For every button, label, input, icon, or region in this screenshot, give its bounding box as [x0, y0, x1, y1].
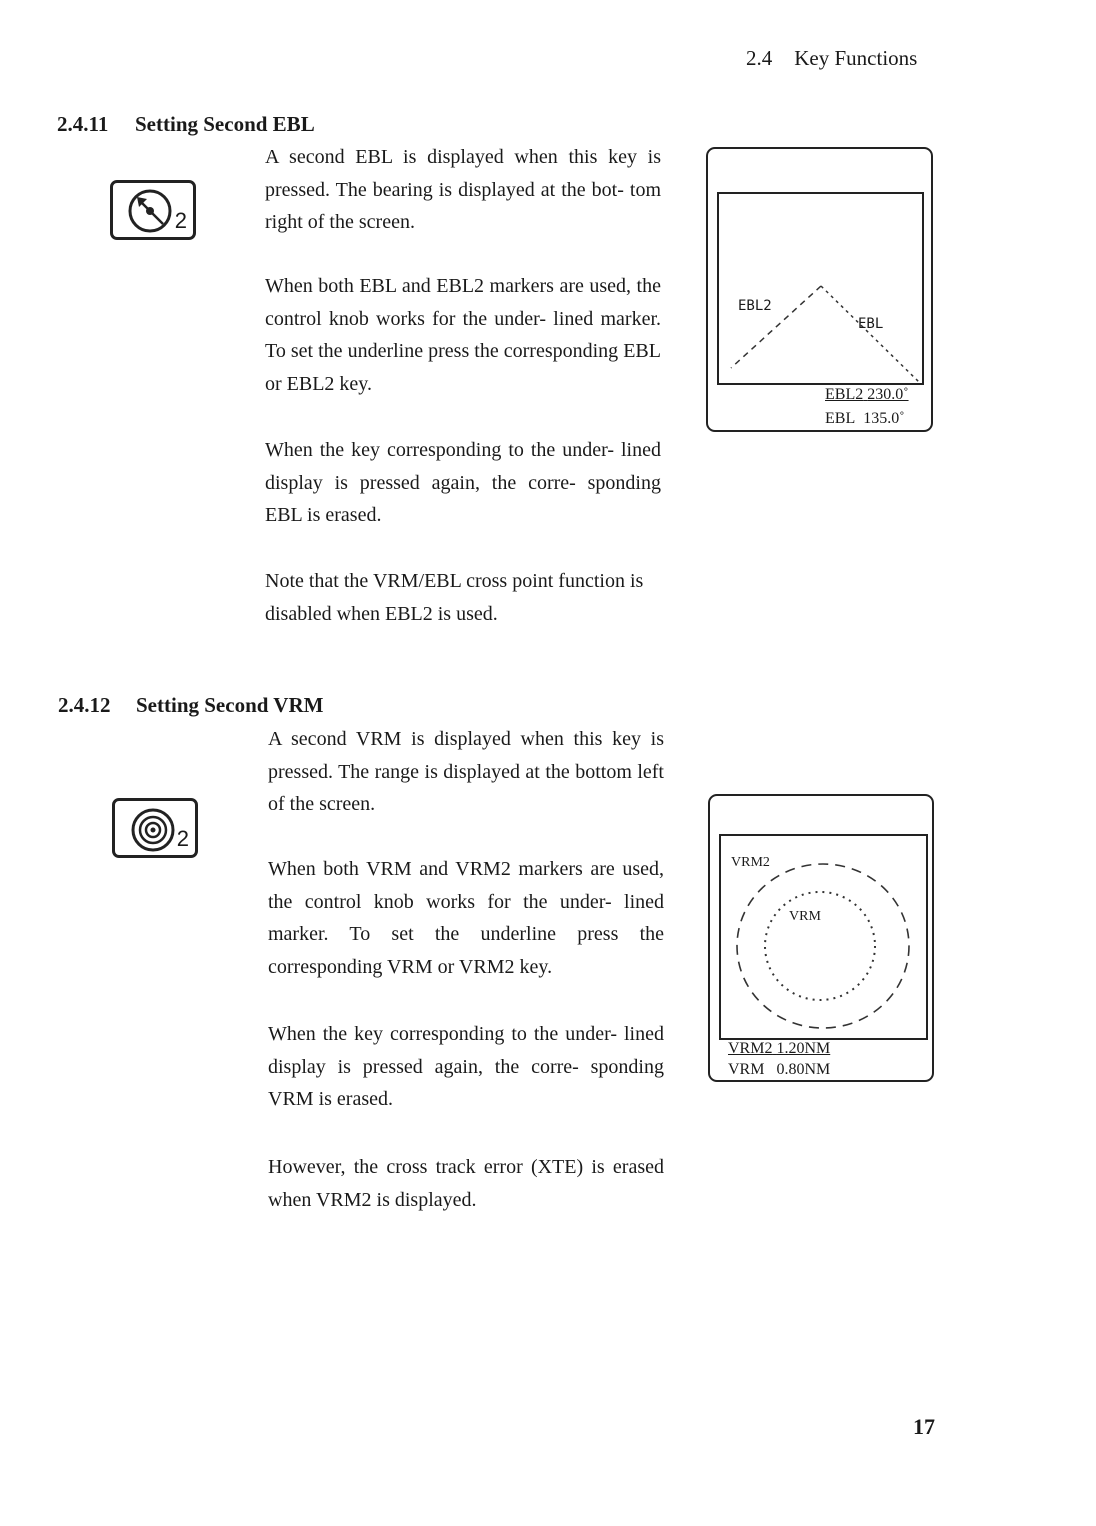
radar-screen: [717, 192, 924, 385]
readout-label: EBL2: [825, 386, 864, 403]
paragraph: When both EBL and EBL2 markers are used, the control knob works for the under- lined marker. To set the underline press the corresponding EBL or EBL2 key.: [265, 275, 661, 395]
ebl-readout: [825, 410, 905, 428]
readout-value: 0.80NM: [776, 1061, 831, 1078]
section-title: Setting Second VRM: [136, 693, 324, 717]
paragraph: When both VRM and VRM2 markers are used, the control knob works for the under- lined marker. To set the underline press the corresponding VRM or VRM2 key.: [268, 858, 664, 978]
section-number: 2.4.11: [57, 112, 109, 136]
ebl2-readout: [825, 386, 909, 404]
readout-value: 1.20NM: [776, 1040, 831, 1057]
radar-screen: [719, 834, 928, 1040]
paragraph: When the key corresponding to the under- lined display is pressed again, the corre- sponding VRM is erased.: [268, 1023, 664, 1110]
section-heading-ebl2: [57, 112, 315, 137]
page-number: 17: [913, 1414, 935, 1439]
paragraph: Note that the VRM/EBL cross point function is disabled when EBL2 is used.: [265, 570, 644, 625]
running-header: [746, 46, 917, 71]
paragraph: However, the cross track error (XTE) is erased when VRM2 is displayed.: [268, 1156, 664, 1211]
ebl2-label: EBL2: [738, 298, 772, 314]
vrm2-readout: [728, 1040, 830, 1058]
key-number: 2: [176, 826, 189, 851]
ebl2-key-icon: [110, 180, 196, 240]
ebl-lines: [719, 194, 922, 383]
paragraph: A second EBL is displayed when this key is pressed. The bearing is displayed at the bot- tom right of the screen.: [265, 146, 661, 233]
header-section-number: 2.4: [746, 46, 773, 70]
vrm-label: VRM: [789, 909, 821, 924]
key-number: 2: [174, 208, 187, 233]
ebl-display-diagram: [706, 147, 933, 432]
vrm2-label: VRM2: [731, 855, 770, 870]
readout-value: 230.0˚: [867, 386, 909, 403]
header-title: Key Functions: [794, 46, 918, 70]
readout-value: 135.0˚: [863, 410, 905, 427]
section-heading-vrm2: [58, 693, 323, 718]
ebl-label: EBL: [858, 316, 884, 332]
vrm-display-diagram: [708, 794, 934, 1082]
readout-label: VRM2: [728, 1040, 773, 1057]
vrm2-key-icon: [112, 798, 198, 858]
paragraph: When the key corresponding to the under- lined display is pressed again, the corre- sponding EBL is erased.: [265, 439, 661, 526]
section-title: Setting Second EBL: [135, 112, 315, 136]
readout-label: VRM: [728, 1061, 765, 1078]
section-number: 2.4.12: [58, 693, 111, 717]
readout-label: EBL: [825, 410, 856, 427]
paragraph: A second VRM is displayed when this key is pressed. The range is displayed at the bottom left of the screen.: [268, 728, 664, 815]
vrm-readout: [728, 1061, 830, 1079]
